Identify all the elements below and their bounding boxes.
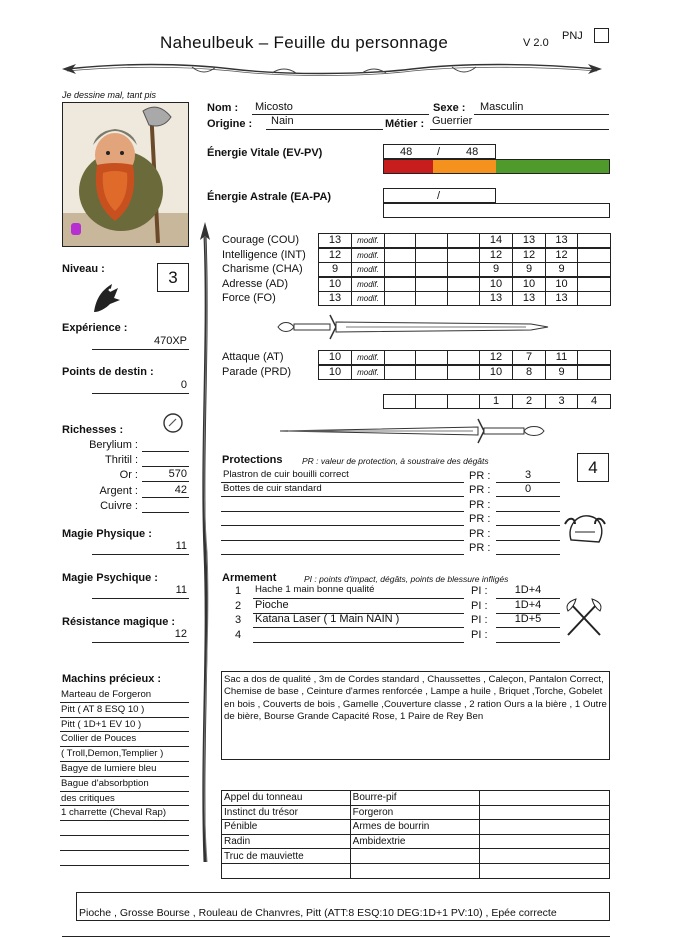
pi-label: PI :: [471, 599, 488, 612]
ev-label: Énergie Vitale (EV-PV): [207, 147, 323, 159]
stat-empty-cell[interactable]: [384, 233, 416, 248]
protection-item[interactable]: [221, 469, 464, 483]
protection-name: [221, 541, 223, 552]
stat-empty-cell[interactable]: [384, 365, 416, 380]
resistance-field[interactable]: [92, 628, 189, 643]
metier-value: Guerrier: [432, 115, 473, 127]
weapon-empty-cell[interactable]: [415, 394, 448, 409]
richesse-field[interactable]: [142, 484, 189, 498]
magie-psychique-value: 11: [175, 584, 187, 596]
protection-name: [221, 498, 223, 509]
weapon-number: 2: [235, 599, 242, 612]
stat-empty-cell[interactable]: [415, 248, 448, 263]
competence-row: [222, 820, 610, 835]
stat-base-cell[interactable]: 13: [318, 233, 352, 248]
origine-label: Origine :: [207, 118, 253, 130]
stat-c3-cell[interactable]: 12: [545, 248, 578, 263]
weapon-number: 1: [235, 585, 242, 597]
machin-item[interactable]: [60, 703, 189, 718]
pr-field[interactable]: [496, 527, 560, 541]
stat-name: Parade (PRD): [222, 365, 292, 378]
competence-cell[interactable]: Truc de mauviette: [222, 849, 351, 864]
nom-label: Nom :: [207, 102, 239, 114]
machin-text: ( Troll,Demon,Templier ): [61, 748, 164, 760]
richesse-value: 570: [168, 468, 187, 481]
machin-text: [60, 852, 61, 863]
weapon-empty-cell[interactable]: [447, 394, 480, 409]
pr-label: PR :: [469, 527, 491, 540]
pr-field[interactable]: [496, 541, 560, 555]
stat-empty-cell[interactable]: [577, 233, 611, 248]
competence-row: [222, 849, 610, 864]
ea-label: Énergie Astrale (EA-PA): [207, 191, 332, 203]
protections-label: Protections: [222, 454, 283, 466]
stat-c3-cell[interactable]: 13: [545, 291, 578, 306]
protection-item[interactable]: [221, 541, 464, 555]
stat-c3-cell[interactable]: 11: [545, 350, 578, 365]
competence-cell[interactable]: [350, 863, 480, 878]
machin-item[interactable]: [60, 762, 189, 777]
stat-base-cell[interactable]: 10: [318, 277, 352, 292]
richesse-name: Or :: [119, 469, 138, 482]
pnj-checkbox[interactable]: [594, 28, 609, 43]
weapon-number: 4: [235, 628, 242, 641]
stat-c2-cell[interactable]: 10: [512, 277, 546, 292]
competence-cell[interactable]: [480, 863, 610, 878]
weapon-name: Hache 1 main bonne qualité: [255, 584, 375, 595]
metier-field[interactable]: [430, 115, 609, 130]
ev-gauge-green: [496, 160, 609, 173]
competence-cell[interactable]: [350, 849, 480, 864]
ev-gauge: [383, 159, 610, 174]
staff-ornament: [193, 222, 217, 867]
stat-empty-cell[interactable]: [447, 248, 480, 263]
pi-label: PI :: [471, 614, 488, 627]
stat-empty-cell[interactable]: [384, 277, 416, 292]
weapon-name: Pioche: [255, 598, 289, 611]
magie-psychique-field[interactable]: [92, 584, 189, 599]
weapon-item[interactable]: [253, 628, 464, 643]
dragon-icon: [88, 278, 122, 316]
stat-modif-cell[interactable]: modif.: [351, 248, 385, 263]
stat-c1-cell[interactable]: 13: [479, 291, 513, 306]
machin-text: Collier de Pouces: [61, 733, 137, 745]
machin-item[interactable]: [60, 806, 189, 821]
destin-label: Points de destin :: [62, 366, 154, 378]
helmet-icon: [563, 510, 607, 548]
stat-c1-cell[interactable]: 14: [479, 233, 513, 248]
competence-cell[interactable]: [480, 834, 610, 849]
machin-item[interactable]: [60, 747, 189, 762]
machin-text: Marteau de Forgeron: [61, 689, 152, 700]
machin-text: Pitt ( AT 8 ESQ 10 ): [61, 703, 145, 715]
stat-name: Courage (COU): [222, 234, 300, 246]
page-title: Naheulbeuk – Feuille du personnage: [160, 33, 449, 52]
weapon-col-cell: 2: [512, 394, 546, 409]
competences-table: [221, 790, 610, 879]
stat-empty-cell[interactable]: [415, 291, 448, 306]
magie-psychique-label: Magie Psychique :: [62, 572, 158, 584]
pr-label: PR :: [469, 542, 491, 554]
stat-base-cell[interactable]: 13: [318, 291, 352, 306]
nom-value: Micosto: [255, 101, 293, 113]
crossed-weapons-icon: [564, 597, 604, 639]
stat-empty-cell[interactable]: [577, 277, 611, 292]
machin-item[interactable]: [60, 821, 189, 836]
stat-empty-cell[interactable]: [415, 350, 448, 365]
weapon-col-cell: 1: [479, 394, 513, 409]
pi-value: 1D+4: [514, 584, 542, 596]
pr-field[interactable]: [496, 512, 560, 526]
machins-label: Machins précieux :: [62, 673, 162, 685]
stat-c2-cell[interactable]: 13: [512, 233, 546, 248]
stat-modif-cell[interactable]: modif.: [351, 365, 385, 380]
stat-name: Force (FO): [222, 292, 276, 305]
protection-name: [221, 512, 223, 523]
weapon-col-cell: 3: [545, 394, 578, 409]
ev-gauge-orange: [433, 160, 496, 173]
origine-field[interactable]: [266, 115, 383, 130]
pi-value: 1D+4: [514, 598, 542, 611]
weapon-item[interactable]: [253, 584, 464, 599]
richesse-name: Berylium :: [89, 439, 138, 451]
stat-name: Adresse (AD): [222, 277, 289, 290]
armement-note: PI : points d'impact, dégâts, points de blessure infligés: [304, 574, 509, 584]
competence-row: [222, 805, 610, 820]
machin-text: Bagye de lumiere bleu: [61, 763, 157, 774]
richesse-name: Cuivre :: [100, 499, 138, 512]
dwarf-warrior-portrait: [63, 103, 189, 247]
stat-empty-cell[interactable]: [415, 277, 448, 292]
pnj-label: PNJ: [562, 30, 583, 42]
stat-empty-cell[interactable]: [577, 291, 611, 306]
pr-value: 0: [524, 483, 532, 496]
weapon-name: Katana Laser ( 1 Main NAIN ): [255, 613, 400, 626]
stat-empty-cell[interactable]: [447, 291, 480, 306]
experience-value: 470XP: [153, 335, 187, 347]
sword-ornament-2: [278, 415, 548, 447]
resistance-label: Résistance magique :: [62, 616, 176, 628]
richesses-label: Richesses :: [62, 424, 124, 436]
ev-gauge-red: [384, 160, 433, 173]
richesse-field[interactable]: [142, 499, 189, 513]
stat-c1-cell[interactable]: 9: [479, 262, 513, 277]
protections-note: PR : valeur de protection, à soustraire des dégâts: [302, 456, 489, 466]
competence-cell[interactable]: Forgeron: [350, 805, 480, 820]
machin-item[interactable]: [60, 777, 189, 792]
pi-value: 1D+5: [514, 613, 542, 626]
competence-cell[interactable]: [480, 849, 610, 864]
pr-field[interactable]: [496, 469, 560, 483]
richesse-field[interactable]: [142, 438, 189, 452]
ev-separator: /: [437, 146, 441, 158]
ev-current: 48: [400, 146, 413, 158]
stat-empty-cell[interactable]: [415, 262, 448, 277]
footer-box[interactable]: [76, 892, 610, 921]
machin-item[interactable]: [60, 688, 189, 703]
ea-gauge: [383, 203, 610, 218]
ea-value-box[interactable]: [383, 188, 496, 203]
sexe-value: Masculin: [480, 101, 524, 113]
coin-icon: [162, 412, 184, 434]
machin-item[interactable]: [60, 851, 189, 866]
richesse-value: 42: [174, 483, 187, 496]
protection-item[interactable]: [221, 527, 464, 541]
stat-empty-cell[interactable]: [447, 365, 480, 380]
sexe-field[interactable]: [474, 101, 609, 115]
header-ornament: [62, 58, 602, 80]
stat-c3-cell[interactable]: 10: [545, 277, 578, 292]
richesse-field[interactable]: [142, 453, 189, 467]
competence-cell[interactable]: Instinct du trésor: [222, 805, 351, 820]
richesse-value: [187, 438, 189, 450]
metier-label: Métier :: [385, 118, 425, 130]
footer-items-text: Pioche , Grosse Bourse , Rouleau de Chanvres, Pitt (ATT:8 ESQ:10 DEG:1D+1 PV:10) , Epée correcte: [79, 907, 557, 919]
stat-empty-cell[interactable]: [384, 350, 416, 365]
competence-row: [222, 834, 610, 849]
stat-base-cell[interactable]: 12: [318, 248, 352, 263]
stat-c2-cell[interactable]: 12: [512, 248, 546, 263]
protection-name: [221, 527, 223, 538]
resistance-value: 12: [174, 628, 187, 640]
competence-cell[interactable]: [480, 791, 610, 806]
version-label: V 2.0: [523, 37, 549, 49]
stat-c1-cell[interactable]: 12: [479, 248, 513, 263]
protection-item[interactable]: [221, 512, 464, 526]
weapon-name: [253, 628, 255, 640]
stat-empty-cell[interactable]: [415, 365, 448, 380]
magie-physique-value: 11: [175, 540, 187, 552]
stat-empty-cell[interactable]: [447, 350, 480, 365]
competence-cell[interactable]: Radin: [222, 834, 351, 849]
equipment-text: Sac a dos de qualité , 3m de Cordes standard , Chaussettes , Caleçon, Pantalon Correct, Chemise de base , Ceinture d'armes renforcée , Lampe a huile , Briquet ,Torche, Gobelet en bois , Couverts de bois , Gamelle ,Couverture classe , 2 ration Ours a la bière , 1 Outre de bière, Bourse Grande Capacité Rose, 1 Paire de Rey Ben: [224, 674, 607, 723]
weapon-number: 3: [235, 614, 242, 627]
stat-modif-cell[interactable]: modif.: [351, 291, 385, 306]
portrait-frame: [62, 102, 189, 247]
experience-label: Expérience :: [62, 322, 128, 334]
machin-text: Bague d'absorbption: [61, 777, 149, 789]
competence-row: [222, 863, 610, 878]
destin-field[interactable]: [92, 379, 189, 394]
protection-item[interactable]: [221, 498, 464, 512]
destin-value: 0: [180, 379, 187, 391]
portrait-caption: Je dessine mal, tant pis: [62, 90, 157, 100]
stat-base-cell[interactable]: 9: [318, 262, 352, 277]
stat-modif-cell[interactable]: modif.: [351, 277, 385, 292]
stat-empty-cell[interactable]: [415, 233, 448, 248]
stat-base-cell[interactable]: 10: [318, 365, 352, 380]
stat-name: Intelligence (INT): [222, 248, 306, 261]
protection-name: Plastron de cuir bouilli correct: [223, 469, 349, 480]
pr-field[interactable]: [496, 483, 560, 497]
stat-c3-cell[interactable]: 13: [545, 233, 578, 248]
stat-modif-cell[interactable]: modif.: [351, 233, 385, 248]
ev-max: 48: [466, 146, 479, 158]
stat-empty-cell[interactable]: [447, 233, 480, 248]
machin-item[interactable]: [60, 792, 189, 807]
equipment-box[interactable]: [221, 671, 610, 760]
richesse-name: Argent :: [99, 484, 138, 497]
stat-empty-cell[interactable]: [384, 291, 416, 306]
stat-modif-cell[interactable]: modif.: [351, 350, 385, 365]
richesse-value: [187, 453, 189, 465]
pr-field[interactable]: [496, 498, 560, 512]
competence-cell[interactable]: Appel du tonneau: [222, 791, 351, 806]
magie-physique-label: Magie Physique :: [62, 528, 152, 540]
competence-cell[interactable]: [480, 820, 610, 835]
machin-item[interactable]: [60, 718, 189, 733]
sword-ornament-1: [276, 311, 552, 343]
pi-field[interactable]: [496, 613, 560, 628]
pr-value: 3: [524, 469, 532, 481]
protection-total: 4: [588, 458, 598, 477]
pr-label: PR :: [469, 498, 491, 511]
weapon-col-cell: 4: [577, 394, 611, 409]
competence-cell[interactable]: Armes de bourrin: [350, 820, 480, 835]
stat-empty-cell[interactable]: [447, 262, 480, 277]
richesse-field[interactable]: [142, 468, 189, 482]
richesse-value: [187, 499, 189, 511]
machin-text: [60, 822, 61, 833]
stat-empty-cell[interactable]: [577, 262, 611, 277]
weapon-item[interactable]: [253, 599, 464, 614]
origine-value: Nain: [271, 115, 294, 127]
stat-name: Attaque (AT): [222, 351, 284, 363]
stat-empty-cell[interactable]: [577, 365, 611, 380]
stat-base-cell[interactable]: 10: [318, 350, 352, 365]
stat-c3-cell[interactable]: 9: [545, 365, 578, 380]
stat-c2-cell[interactable]: 9: [512, 262, 546, 277]
pi-label: PI :: [471, 628, 488, 641]
weapon-item[interactable]: [253, 613, 464, 628]
stat-c1-cell[interactable]: 10: [479, 277, 513, 292]
nom-field[interactable]: [252, 101, 429, 115]
protection-name: Bottes de cuir standard: [223, 483, 322, 495]
stat-empty-cell[interactable]: [577, 350, 611, 365]
pi-field[interactable]: [496, 584, 560, 599]
competence-cell[interactable]: Ambidextrie: [350, 834, 480, 849]
competence-cell[interactable]: [222, 863, 351, 878]
machin-item[interactable]: [60, 732, 189, 747]
machin-item[interactable]: [60, 836, 189, 851]
competence-cell[interactable]: Pénible: [222, 820, 351, 835]
stat-c3-cell[interactable]: 9: [545, 262, 578, 277]
niveau-box[interactable]: [157, 263, 189, 292]
stat-c2-cell[interactable]: 13: [512, 291, 546, 306]
pr-label: PR :: [469, 484, 491, 497]
machin-text: 1 charrette (Cheval Rap): [61, 807, 167, 819]
ev-value-box[interactable]: [383, 144, 496, 159]
pr-label: PR :: [469, 470, 491, 482]
competence-row: [222, 791, 610, 806]
stat-c1-cell[interactable]: 12: [479, 350, 513, 365]
pr-label: PR :: [469, 513, 491, 526]
weapon-empty-cell[interactable]: [383, 394, 416, 409]
stat-empty-cell[interactable]: [384, 262, 416, 277]
pi-label: PI :: [471, 585, 488, 597]
stat-c2-cell[interactable]: 7: [512, 350, 546, 365]
stat-empty-cell[interactable]: [447, 277, 480, 292]
stat-empty-cell[interactable]: [577, 248, 611, 263]
stat-c1-cell[interactable]: 10: [479, 365, 513, 380]
niveau-value: 3: [168, 268, 178, 287]
ea-separator: /: [437, 190, 441, 202]
competence-cell[interactable]: [480, 805, 610, 820]
niveau-label: Niveau :: [62, 263, 105, 275]
competence-cell[interactable]: Bourre-pif: [350, 791, 480, 806]
machin-text: Pitt ( 1D+1 EV 10 ): [61, 718, 142, 730]
pi-field[interactable]: [496, 599, 560, 614]
stat-empty-cell[interactable]: [384, 248, 416, 263]
richesse-name: Thritil :: [105, 454, 138, 467]
machin-text: [60, 837, 61, 848]
protection-total-box[interactable]: [577, 453, 609, 482]
stat-c2-cell[interactable]: 8: [512, 365, 546, 380]
stat-modif-cell[interactable]: modif.: [351, 262, 385, 277]
magie-physique-field[interactable]: [92, 540, 189, 555]
stat-name: Charisme (CHA): [222, 263, 303, 276]
pi-field[interactable]: [496, 628, 560, 643]
experience-field[interactable]: [92, 335, 189, 350]
machin-text: des critiques: [61, 792, 115, 804]
armement-label: Armement: [222, 572, 277, 584]
protection-item[interactable]: [221, 483, 464, 497]
sexe-label: Sexe :: [433, 102, 466, 114]
